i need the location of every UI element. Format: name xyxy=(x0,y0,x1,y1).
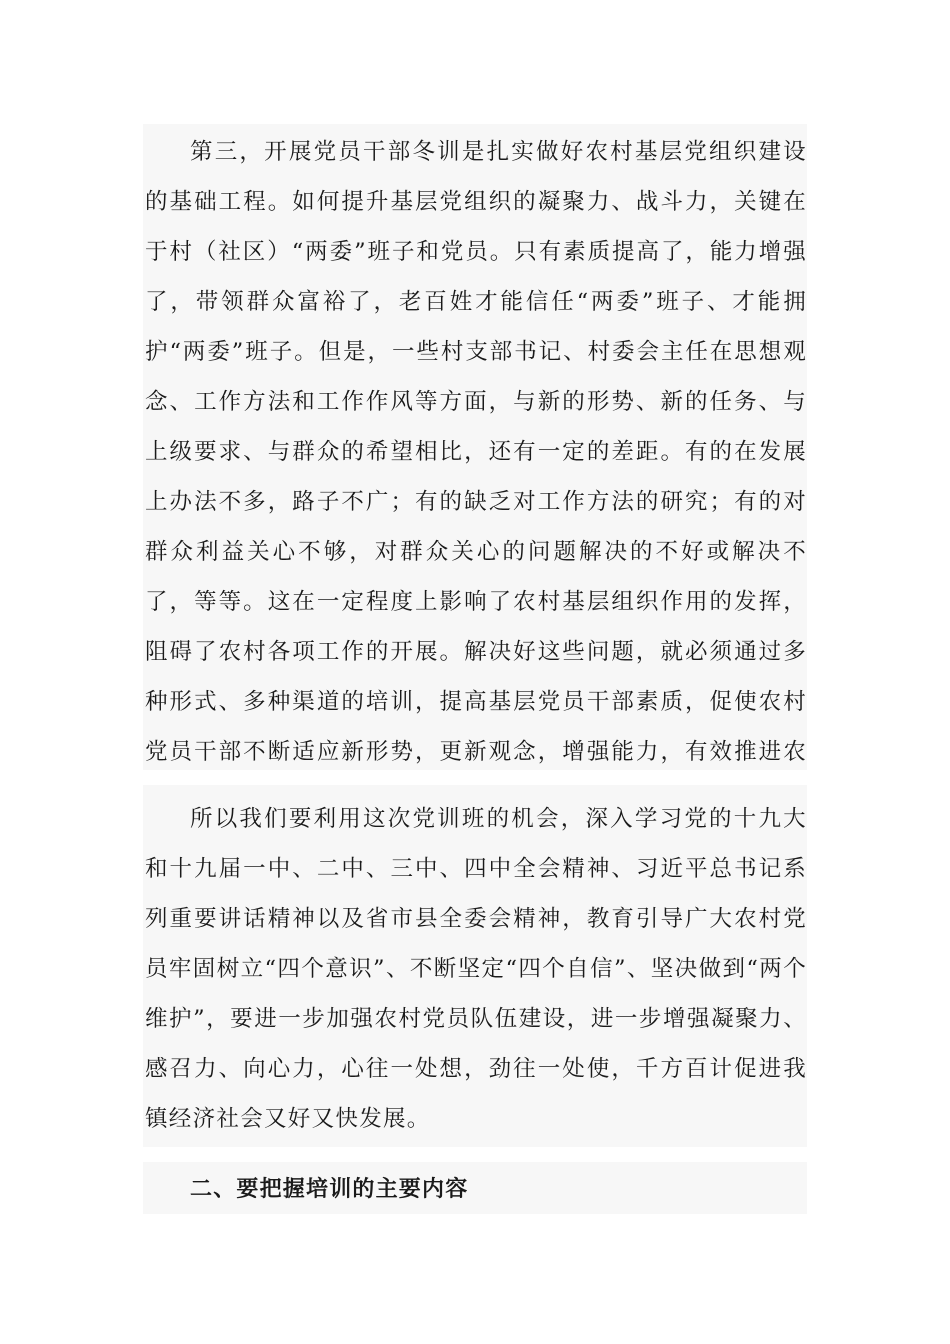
paragraph-third-point: 第三，开展党员干部冬训是扎实做好农村基层党组织建设的基础工程。如何提升基层党组织的凝聚力、战斗力，关键在于村（社区）“两委”班子和党员。只有素质提高了，能力增强了，带领群众富裕了，老百姓才能信任“两委”班子、才能拥护“两委”班子。但是，一些村支部书记、村委会主任在思想观念、工作方法和工作作风等方面，与新的形势、新的任务、与上级要求、与群众的希望相比，还有一定的差距。有的在发展上办法不多，路子不广；有的缺乏对工作方法的研究；有的对群众利益关心不够，对群众关心的问题解决的不好或解决不了，等等。这在一定程度上影响了农村基层组织作用的发挥，阻碍了农村各项工作的开展。解决好这些问题，就必须通过多种形式、多种渠道的培训，提高基层党员干部素质，促使农村党员干部不断适应新形势，更新观念，增强能力，有效推进农 xyxy=(145,139,807,765)
section-heading: 二、要把握培训的主要内容 xyxy=(190,1176,469,1202)
paragraph-conclusion: 所以我们要利用这次党训班的机会，深入学习党的十九大和十九届一中、二中、三中、四中全会精神、习近平总书记系列重要讲话精神以及省市县全委会精神，教育引导广大农村党员牢固树立“四个意识”、不断坚定“四个自信”、坚决做到“两个维护”，要进一步加强农村党员队伍建设，进一步增强凝聚力、感召力、向心力，心往一处想，劲往一处使，千方百计促进我镇经济社会又好又快发展。 xyxy=(145,806,807,1132)
paragraph-block-1 xyxy=(143,124,807,770)
heading-block xyxy=(143,1162,807,1214)
paragraph-block-2 xyxy=(143,785,807,1147)
